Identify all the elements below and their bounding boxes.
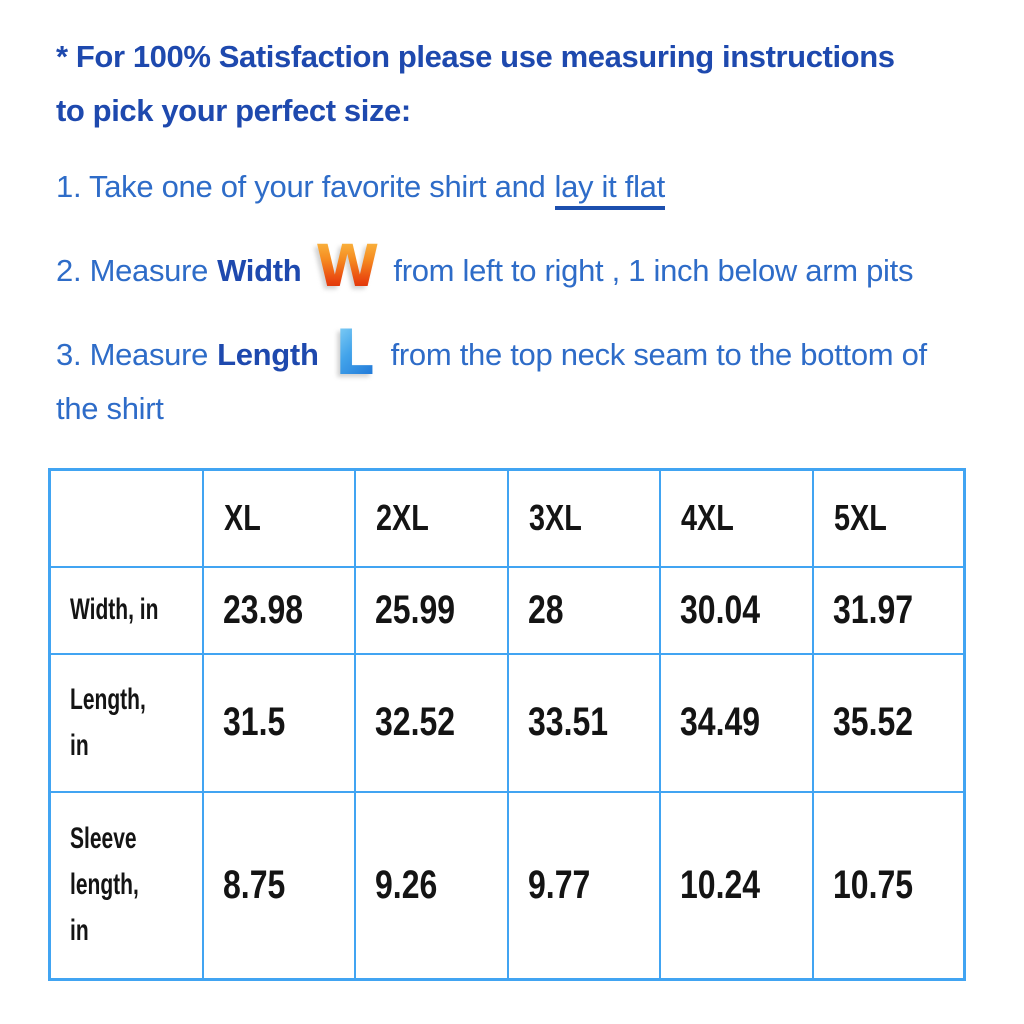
step-3-prefix: 3. Measure	[56, 337, 209, 372]
size-col-header-5xl: 5XL	[813, 470, 965, 567]
heading-line-2: to pick your perfect size:	[56, 93, 411, 128]
step-2	[56, 232, 914, 300]
width-value-2xl: 25.99	[355, 567, 508, 654]
width-keyword: Width	[217, 253, 302, 288]
step-1-text: 1. Take one of your favorite shirt and	[56, 169, 546, 204]
length-keyword: Length	[217, 337, 319, 372]
step-1	[56, 160, 665, 214]
step-2-prefix: 2. Measure	[56, 253, 209, 288]
width-row-label: Width, in	[50, 567, 203, 654]
sleeve-value-2xl: 9.26	[355, 792, 508, 980]
corner-header-cell	[50, 470, 203, 567]
length-value-4xl: 34.49	[660, 654, 813, 792]
size-col-header-3xl: 3XL	[508, 470, 660, 567]
length-value-5xl: 35.52	[813, 654, 965, 792]
letter-w-glyph: W	[315, 232, 380, 300]
width-value-4xl: 30.04	[660, 567, 813, 654]
step-3-suffix-line-1: from the top neck seam to the bottom of	[390, 337, 927, 372]
sleeve-row-label: Sleeve length, in	[50, 792, 203, 980]
width-row	[50, 567, 965, 654]
size-col-header-2xl: 2XL	[355, 470, 508, 567]
letter-l-icon	[334, 316, 377, 389]
length-row-label: Length, in	[50, 654, 203, 792]
size-col-header-xl: XL	[203, 470, 355, 567]
sleeve-value-4xl: 10.24	[660, 792, 813, 980]
width-value-3xl: 28	[508, 567, 660, 654]
size-chart-table	[48, 468, 966, 981]
sleeve-value-3xl: 9.77	[508, 792, 660, 980]
length-row	[50, 654, 965, 792]
heading-line-1: * For 100% Satisfaction please use measuring instructions	[56, 39, 895, 74]
size-col-header-4xl: 4XL	[660, 470, 813, 567]
step-3-suffix-line-2: the shirt	[56, 391, 164, 426]
size-header-row	[50, 470, 965, 567]
width-value-xl: 23.98	[203, 567, 355, 654]
length-value-3xl: 33.51	[508, 654, 660, 792]
step-2-suffix: from left to right , 1 inch below arm pits	[393, 253, 914, 288]
length-value-xl: 31.5	[203, 654, 355, 792]
lay-it-flat-link[interactable]: lay it flat	[555, 169, 665, 210]
step-3	[56, 316, 976, 436]
width-value-5xl: 31.97	[813, 567, 965, 654]
sleeve-length-row	[50, 792, 965, 980]
length-value-2xl: 32.52	[355, 654, 508, 792]
sleeve-value-xl: 8.75	[203, 792, 355, 980]
satisfaction-heading	[56, 30, 895, 138]
letter-w-icon	[315, 232, 381, 300]
letter-l-glyph: L	[334, 316, 374, 389]
sleeve-value-5xl: 10.75	[813, 792, 965, 980]
